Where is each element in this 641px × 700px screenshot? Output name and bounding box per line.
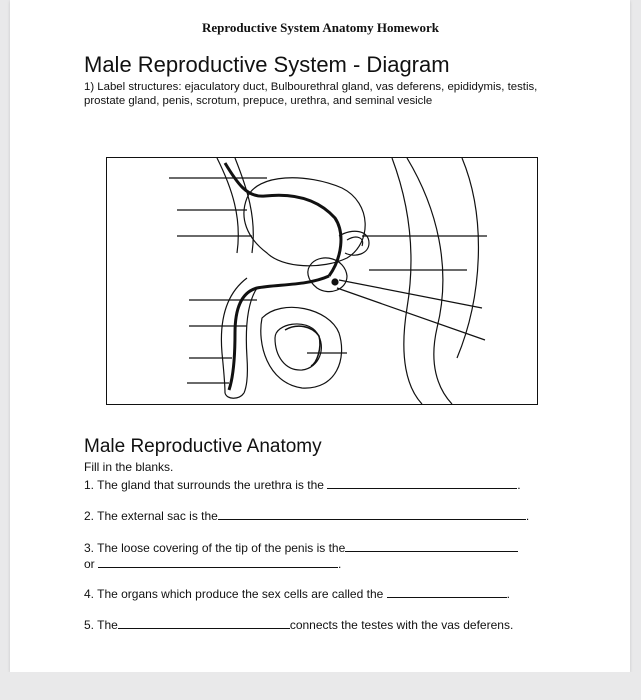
question-5-text-post: connects the testes with the vas deferens. — [289, 618, 514, 632]
anatomy-diagram — [106, 157, 538, 405]
question-1-text: 1. The gland that surrounds the urethra is the — [84, 478, 324, 492]
background-strip — [0, 672, 641, 700]
prostate — [308, 258, 347, 292]
fill-prompt: Fill in the blanks. — [84, 460, 174, 474]
abdomen-outline — [217, 158, 238, 253]
question-5 — [84, 616, 513, 632]
body-outline-inner — [407, 158, 452, 404]
bladder — [244, 178, 365, 266]
answer-3b-blank[interactable] — [98, 555, 338, 568]
body-outline — [392, 158, 422, 404]
back-outline — [457, 158, 478, 358]
question-3-or: or — [84, 557, 95, 571]
bulbourethral-gland — [332, 279, 338, 285]
question-2: 2. The external sac is the . — [84, 509, 530, 523]
penis-outline-2 — [244, 288, 257, 393]
scrotum — [261, 307, 342, 388]
question-4: 4. The organs which produce the sex cells are called the . — [84, 587, 510, 601]
epididymis — [285, 326, 320, 366]
answer-3a-blank[interactable] — [345, 539, 518, 552]
question-4-text: 4. The organs which produce the sex cells are called the — [84, 587, 384, 601]
instructions: 1) Label structures: ejaculatory duct, Bulbourethral gland, vas deferens, epididymis, testis, prostate gland, penis, scrotum, prepuce, urethra, and seminal vesicle — [84, 81, 538, 107]
question-5-text-pre: 5. The — [84, 618, 118, 632]
question-1: 1. The gland that surrounds the urethra is the . — [84, 478, 521, 492]
question-3-text: 3. The loose covering of the tip of the penis is the — [84, 541, 346, 555]
section-title: Male Reproductive Anatomy — [84, 436, 322, 457]
answer-5-blank[interactable] — [118, 616, 290, 629]
question-3 — [84, 539, 518, 555]
page-title: Male Reproductive System - Diagram — [84, 52, 450, 77]
answer-4-blank[interactable] — [387, 585, 507, 598]
answer-2-blank[interactable] — [218, 507, 526, 520]
answer-1-blank[interactable] — [327, 476, 517, 489]
penis-outline-3 — [225, 393, 244, 398]
vas-deferens — [225, 163, 341, 276]
question-3-continued: or . — [84, 557, 342, 571]
urethra — [229, 276, 329, 390]
question-2-text: 2. The external sac is the — [84, 509, 218, 523]
worksheet-header: Reproductive System Anatomy Homework — [202, 20, 439, 35]
leader-line — [337, 288, 485, 340]
